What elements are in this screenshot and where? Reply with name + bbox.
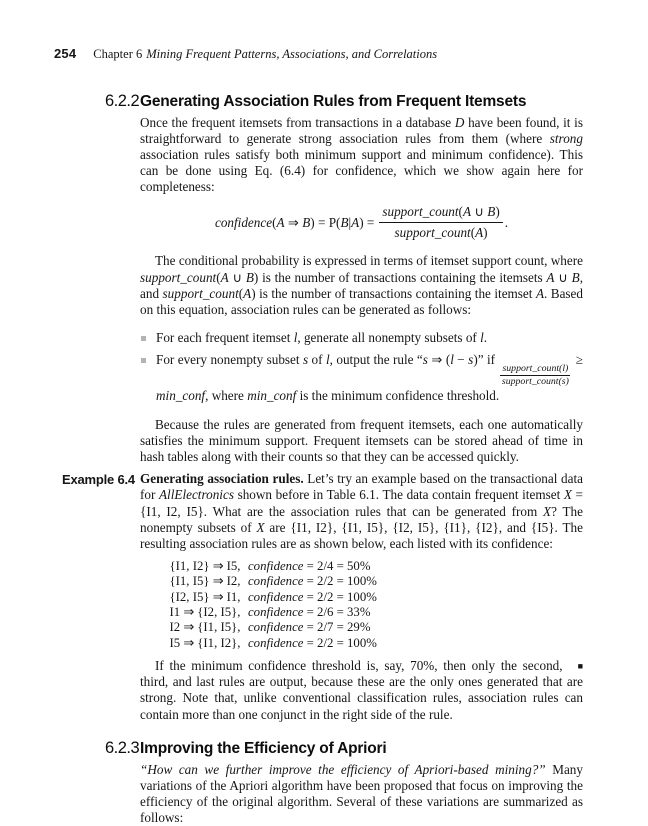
list-item bbox=[140, 352, 583, 404]
confidence-value: = 2/2 = 100% bbox=[303, 574, 377, 589]
rule-expression: {I1, I5} ⇒ I2, bbox=[169, 574, 241, 589]
equation-left-side: confidence(A ⇒ B) = P(B|A) = bbox=[214, 214, 375, 230]
rule-expression: {I1, I2} ⇒ I5, bbox=[169, 558, 241, 573]
chapter-title: Mining Frequent Patterns, Associations, and Correlations bbox=[146, 47, 438, 61]
association-rules-list bbox=[140, 559, 583, 651]
fraction-denominator: support_count(s) bbox=[501, 376, 569, 388]
section-number: 6.2.3 bbox=[105, 738, 140, 757]
bullet-square-icon bbox=[141, 336, 146, 341]
rule-row bbox=[140, 605, 583, 620]
rule-confidence bbox=[248, 590, 377, 605]
example-6-4 bbox=[62, 471, 648, 722]
example-conclusion bbox=[140, 658, 583, 722]
rule-row bbox=[140, 636, 583, 651]
paragraph-intro: Once the frequent itemsets from transactions in a database D have been found, it is straightforward to generate strong association rules from them (where strong association rules satisfy both minimum support and minimum confidence). This can be done using Eq. (6.4) for confidence, which we show again here for completeness: bbox=[140, 115, 583, 195]
inline-fraction bbox=[500, 364, 570, 388]
confidence-label: confidence bbox=[248, 635, 304, 650]
rule-confidence bbox=[248, 620, 370, 635]
confidence-label: confidence bbox=[248, 620, 304, 635]
rule-confidence bbox=[248, 559, 370, 574]
rule-row bbox=[140, 590, 583, 605]
bullet-text-post: ≥ min_conf, where min_conf is the minimum confidence threshold. bbox=[156, 351, 583, 403]
generation-steps-list bbox=[140, 330, 583, 404]
section-title: Improving the Efficiency of Apriori bbox=[140, 739, 387, 757]
paragraph-because: Because the rules are generated from frequent itemsets, each one automatically satisfies the minimum support. Frequent itemsets can be stored ahead of time in hash tables along with their counts so that they can be accessed quickly. bbox=[140, 417, 583, 465]
section-heading-6-2-2 bbox=[105, 92, 648, 111]
bullet-text bbox=[156, 352, 583, 404]
section-6-2-2-content bbox=[140, 115, 583, 465]
confidence-label: confidence bbox=[248, 574, 304, 589]
rule-confidence bbox=[248, 574, 377, 589]
rule-row bbox=[140, 574, 583, 589]
section-heading-6-2-3 bbox=[105, 739, 648, 758]
running-head bbox=[54, 0, 648, 62]
bullet-text-pre: For every nonempty subset s of l, output the rule “s ⇒ (l − s)” if bbox=[156, 351, 499, 367]
example-paragraph: Generating association rules. Let’s try an example based on the transactional data for AllElectronics shown before in Table 6.1. The data contain frequent itemset X = {I1, I2, I5}. What are the association rules that can be generated from X? The nonempty subsets of X are {I1, I2}, {I1, I5}, {I2, I5}, {I1}, {I2}, and {I5}. The resulting association rules are as shown below, each listed with its confidence: bbox=[140, 471, 584, 551]
example-label: Example 6.4 bbox=[62, 472, 135, 488]
conclusion-text: If the minimum confidence threshold is, say, 70%, then only the second, third, and last rules are output, because these are the only ones generated that are strong. Note that, unlike conventional classification rules, association rules can contain more than one conjunct in the right side of the rule. bbox=[140, 658, 583, 722]
confidence-label: confidence bbox=[248, 558, 304, 573]
rule-confidence bbox=[248, 636, 377, 651]
confidence-value: = 2/2 = 100% bbox=[303, 589, 377, 604]
paragraph-conditional-probability: The conditional probability is expressed in terms of itemset support count, where support_count(A ∪ B) is the number of transactions containing the itemsets A ∪ B, and support_count(A) is the number of transactions containing the itemset A. Based on this equation, association rules can be generated as follows: bbox=[140, 253, 584, 317]
section-6-2-3-content bbox=[140, 762, 583, 826]
equation-period: . bbox=[504, 214, 509, 230]
rule-expression: I2 ⇒ {I1, I5}, bbox=[169, 620, 241, 635]
confidence-value: = 2/7 = 29% bbox=[303, 620, 371, 635]
confidence-value: = 2/2 = 100% bbox=[303, 635, 377, 650]
bullet-square-icon bbox=[141, 358, 146, 363]
confidence-label: confidence bbox=[248, 589, 304, 604]
rule-expression: I5 ⇒ {I1, I2}, bbox=[169, 635, 241, 650]
fraction-denominator: support_count(A) bbox=[394, 225, 488, 241]
example-body bbox=[140, 471, 583, 722]
rule-expression: I1 ⇒ {I2, I5}, bbox=[169, 605, 241, 619]
equation-fraction bbox=[379, 204, 502, 241]
fraction-numerator: support_count(A ∪ B) bbox=[379, 204, 502, 223]
confidence-value: = 2/4 = 50% bbox=[303, 558, 371, 573]
rule-expression: {I2, I5} ⇒ I1, bbox=[169, 589, 241, 604]
rule-row bbox=[140, 620, 583, 635]
list-item bbox=[140, 330, 583, 346]
end-of-example-icon: ■ bbox=[577, 661, 583, 672]
rule-confidence bbox=[248, 605, 370, 620]
page-number: 254 bbox=[54, 46, 77, 61]
confidence-label: confidence bbox=[248, 605, 304, 619]
confidence-value: = 2/6 = 33% bbox=[303, 605, 371, 619]
confidence-equation bbox=[140, 204, 583, 241]
rule-row bbox=[140, 559, 583, 574]
section-number: 6.2.2 bbox=[105, 92, 140, 110]
section-title: Generating Association Rules from Frequent Itemsets bbox=[140, 93, 527, 110]
paragraph-improving: “How can we further improve the efficiency of Apriori-based mining?” Many variations of the Apriori algorithm have been proposed that focus on improving the efficiency of the original algorithm. Several of these variations are summarized as follows: bbox=[140, 761, 583, 825]
fraction-numerator: support_count(l) bbox=[500, 364, 570, 377]
chapter-label: Chapter 6 bbox=[93, 47, 143, 61]
bullet-text: For each frequent itemset l, generate all nonempty subsets of l. bbox=[156, 329, 488, 345]
